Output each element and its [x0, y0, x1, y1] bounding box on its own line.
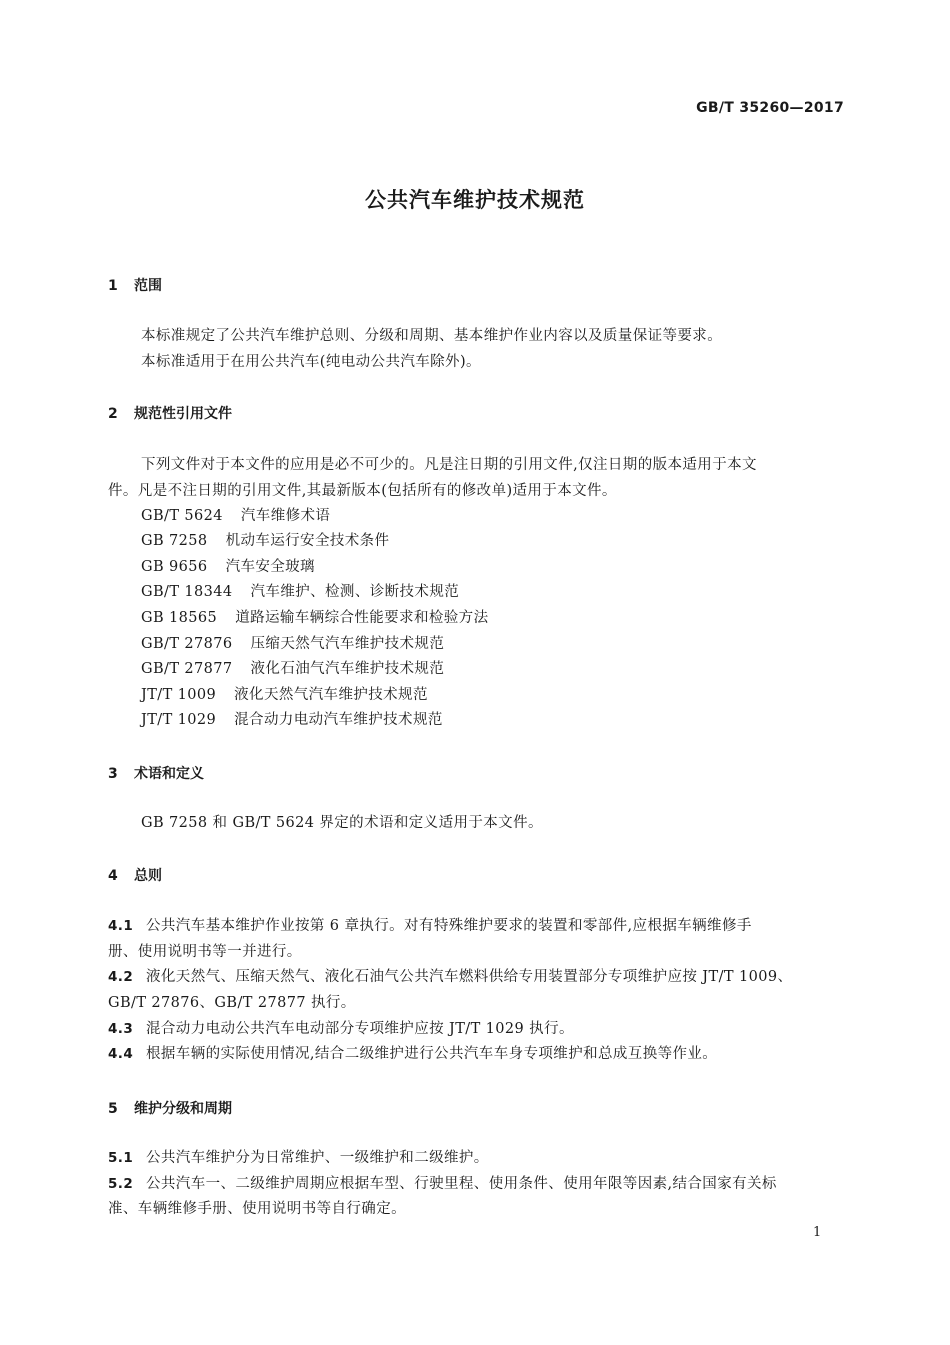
- clause-4-1: [108, 913, 752, 939]
- clause-5-1: [108, 1145, 489, 1171]
- clause-number: 4.3: [108, 1021, 134, 1037]
- clause-4-4: [108, 1041, 717, 1067]
- clause-number: 5.1: [108, 1150, 134, 1166]
- reference-item: [141, 631, 444, 657]
- clause-4-3: [108, 1016, 574, 1042]
- reference-code: JT/T 1009: [141, 687, 217, 703]
- terms-paragraph: GB 7258 和 GB/T 5624 界定的术语和定义适用于本文件。: [141, 815, 543, 831]
- section-number: 4: [108, 868, 118, 884]
- section-number: 2: [108, 406, 118, 422]
- clause-number: 4.1: [108, 918, 134, 934]
- reference-code: GB/T 27877: [141, 661, 233, 677]
- section-title: 规范性引用文件: [134, 406, 232, 422]
- clause-text: 公共汽车基本维护作业按第 6 章执行。对有特殊维护要求的装置和零部件,应根据车辆维修手: [146, 918, 752, 934]
- reference-title: 压缩天然气汽车维护技术规范: [250, 636, 445, 652]
- reference-code: GB/T 18344: [141, 584, 233, 600]
- clause-text: 混合动力电动公共汽车电动部分专项维护应按 JT/T 1029 执行。: [146, 1021, 574, 1037]
- clause-text: 公共汽车一、二级维护周期应根据车型、行驶里程、使用条件、使用年限等因素,结合国家有关标: [146, 1176, 777, 1192]
- reference-code: GB/T 5624: [141, 508, 223, 524]
- reference-item: [141, 707, 443, 733]
- section-5-heading: [108, 1098, 232, 1118]
- section-4-heading: [108, 865, 162, 885]
- section-2-heading: [108, 403, 232, 423]
- clause-5-2: [108, 1171, 777, 1197]
- standard-code: GB/T 35260—2017: [696, 100, 844, 116]
- reference-item: [141, 554, 315, 580]
- clause-number: 5.2: [108, 1176, 134, 1192]
- clause-4-1-continued: 册、使用说明书等一并进行。: [108, 944, 302, 960]
- page-number: 1: [813, 1225, 822, 1240]
- section-1-heading: [108, 275, 162, 295]
- section-title: 术语和定义: [134, 766, 204, 782]
- section-title: 总则: [134, 868, 162, 884]
- section-number: 1: [108, 278, 118, 294]
- reference-code: GB 9656: [141, 559, 208, 575]
- reference-item: [141, 656, 444, 682]
- reference-item: [141, 503, 330, 529]
- scope-paragraph-2: 本标准适用于在用公共汽车(纯电动公共汽车除外)。: [141, 354, 481, 370]
- section-title: 范围: [134, 278, 162, 294]
- reference-title: 液化石油气汽车维护技术规范: [250, 661, 445, 677]
- reference-title: 液化天然气汽车维护技术规范: [234, 687, 428, 703]
- normative-intro-line-2: 件。凡是不注日期的引用文件,其最新版本(包括所有的修改单)适用于本文件。: [108, 483, 617, 499]
- reference-item: [141, 605, 489, 631]
- reference-title: 混合动力电动汽车维护技术规范: [234, 712, 443, 728]
- clause-4-2-continued: GB/T 27876、GB/T 27877 执行。: [108, 995, 356, 1011]
- clause-4-2: [108, 964, 792, 990]
- reference-code: GB 18565: [141, 610, 218, 626]
- normative-intro-line-1: 下列文件对于本文件的应用是必不可少的。凡是注日期的引用文件,仅注日期的版本适用于本文: [141, 457, 757, 473]
- reference-title: 道路运输车辆综合性能要求和检验方法: [235, 610, 489, 626]
- clause-text: 液化天然气、压缩天然气、液化石油气公共汽车燃料供给专用装置部分专项维护应按 JT/T 1009、: [146, 969, 793, 985]
- clause-number: 4.2: [108, 969, 134, 985]
- reference-item: [141, 528, 389, 554]
- section-number: 5: [108, 1101, 118, 1117]
- section-number: 3: [108, 766, 118, 782]
- section-title: 维护分级和周期: [134, 1101, 232, 1117]
- clause-text: 公共汽车维护分为日常维护、一级维护和二级维护。: [146, 1150, 489, 1166]
- section-3-heading: [108, 763, 204, 783]
- reference-title: 汽车安全玻璃: [225, 559, 315, 575]
- clause-5-2-continued: 准、车辆维修手册、使用说明书等自行确定。: [108, 1201, 406, 1217]
- reference-title: 汽车维护、检测、诊断技术规范: [250, 584, 460, 600]
- clause-number: 4.4: [108, 1046, 134, 1062]
- reference-code: JT/T 1029: [141, 712, 217, 728]
- reference-code: GB/T 27876: [141, 636, 233, 652]
- document-title: 公共汽车维护技术规范: [365, 188, 585, 212]
- reference-item: [141, 682, 428, 708]
- reference-title: 机动车运行安全技术条件: [225, 533, 390, 549]
- reference-code: GB 7258: [141, 533, 208, 549]
- reference-title: 汽车维修术语: [240, 508, 331, 524]
- clause-text: 根据车辆的实际使用情况,结合二级维护进行公共汽车车身专项维护和总成互换等作业。: [146, 1046, 718, 1062]
- reference-item: [141, 579, 459, 605]
- scope-paragraph-1: 本标准规定了公共汽车维护总则、分级和周期、基本维护作业内容以及质量保证等要求。: [141, 328, 723, 344]
